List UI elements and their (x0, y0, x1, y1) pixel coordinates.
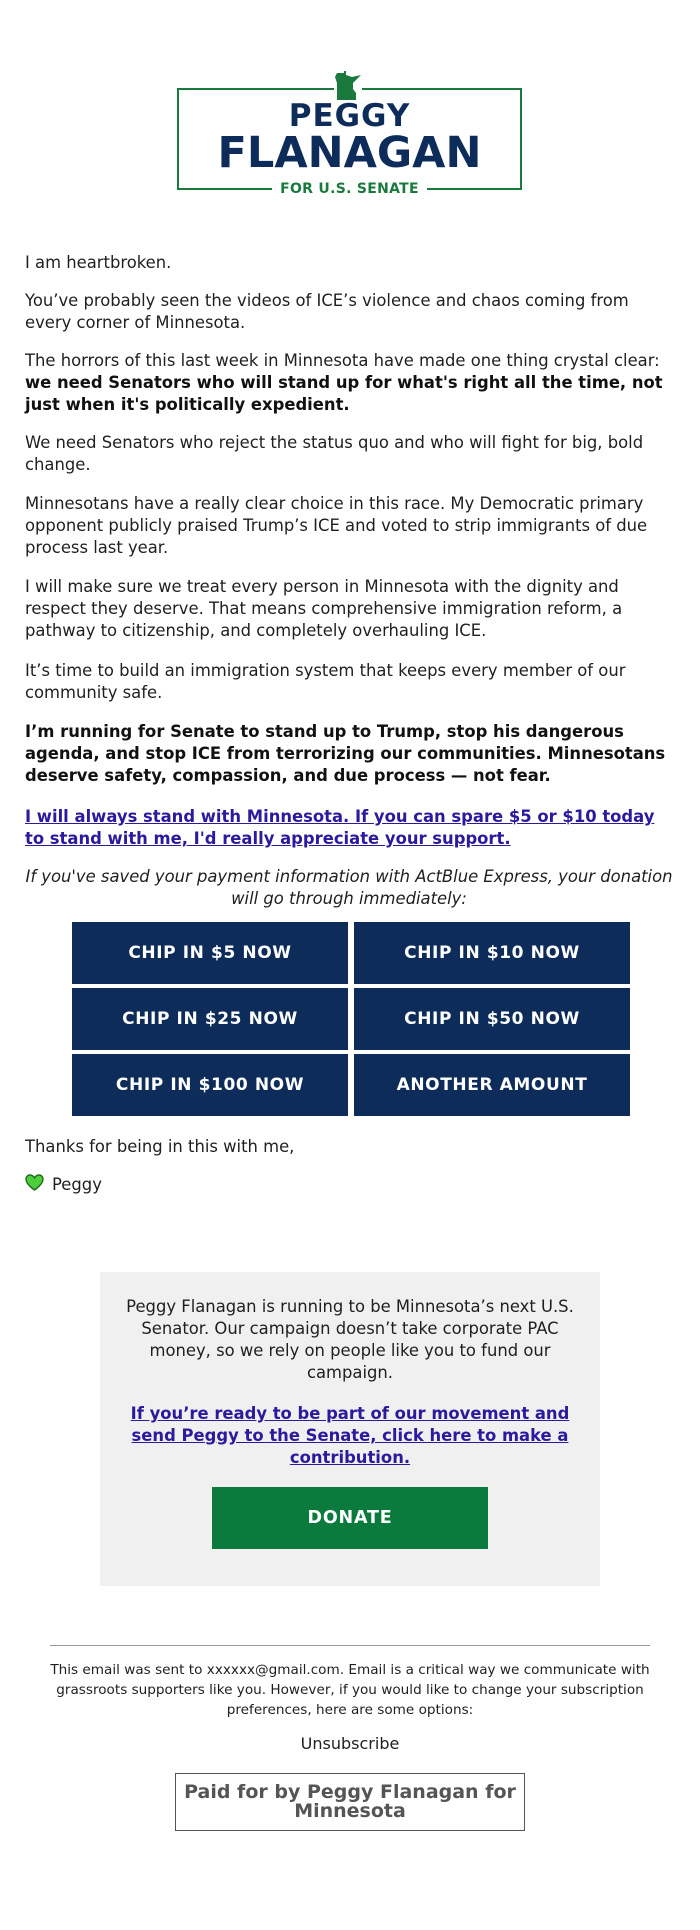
logo-last-name: FLANAGAN (217, 128, 482, 178)
paragraph: Minnesotans have a really clear choice in this race. My Democratic primary opponent publicly praised Trump’s ICE and voted to strip immigrants of due process last year. (25, 494, 648, 557)
chip-in-25-button[interactable]: CHIP IN $25 NOW (72, 988, 348, 1050)
donate-button[interactable]: DONATE (212, 1487, 488, 1549)
paid-for-by-box: Paid for by Peggy Flanagan for Minnesota (175, 1773, 525, 1831)
support-link-block (25, 806, 673, 850)
footer-divider (50, 1645, 650, 1646)
minnesota-state-icon (334, 71, 362, 101)
campaign-info-text: Peggy Flanagan is running to be Minnesota’s next U.S. Senator. Our campaign doesn’t take corporate PAC money, so we rely on people like you to fund our campaign. (126, 1297, 574, 1382)
paragraph: I will make sure we treat every person in Minnesota with the dignity and respect they deserve. That means comprehensive immigration reform, a pathway to citizenship, and completely overhauling ICE. (25, 577, 623, 640)
unsubscribe-link-block (0, 1734, 700, 1753)
paragraph: You’ve probably seen the videos of ICE’s violence and chaos coming from every corner of Minnesota. (25, 291, 629, 332)
paragraph: It’s time to build an immigration system that keeps every member of our community safe. (25, 661, 626, 702)
contribution-link[interactable]: If you’re ready to be part of our movement and send Peggy to the Senate, click here to make a contribution. (130, 1404, 570, 1467)
green-heart-icon (25, 1174, 44, 1195)
bold-statement: we need Senators who will stand up for what's right all the time, not just when it's politically expedient. (25, 373, 663, 414)
logo-first-name: PEGGY (288, 98, 411, 134)
contribution-link-block (130, 1403, 570, 1469)
chip-in-100-button[interactable]: CHIP IN $100 NOW (72, 1054, 348, 1116)
support-link[interactable]: I will always stand with Minnesota. If you can spare $5 or $10 today to stand with me, I'd really appreciate your support. (25, 807, 655, 848)
paragraph: I am heartbroken. (25, 253, 172, 272)
bold-paragraph: I’m running for Senate to stand up to Trump, stop his dangerous agenda, and stop ICE from terrorizing our communities. Minnesotans deserve safety, compassion, and due process — not fear. (25, 722, 666, 785)
chip-in-10-button[interactable]: CHIP IN $10 NOW (354, 922, 630, 984)
campaign-info-box (100, 1272, 600, 1586)
signature (25, 1174, 102, 1195)
signature-name: Peggy (52, 1175, 102, 1194)
paragraph: We need Senators who reject the status quo and who will fight for big, bold change. (25, 433, 644, 474)
email-disclaimer: This email was sent to xxxxxx@gmail.com. Email is a critical way we communicate with grassroots supporters like you. However, if you would like to change your subscription preferences, here are some options: (50, 1662, 650, 1718)
chip-in-5-button[interactable]: CHIP IN $5 NOW (72, 922, 348, 984)
paragraph: The horrors of this last week in Minnesota have made one thing crystal clear: we need Senators who will stand up for what's right all the time, not just when it's politically expedient. (25, 351, 663, 414)
unsubscribe-link[interactable]: Unsubscribe (300, 1734, 400, 1753)
logo-tagline: FOR U.S. SENATE (179, 178, 520, 197)
thanks-line: Thanks for being in this with me, (25, 1137, 295, 1156)
chip-in-50-button[interactable]: CHIP IN $50 NOW (354, 988, 630, 1050)
express-note: If you've saved your payment information with ActBlue Express, your donation will go through immediately: (25, 867, 673, 908)
campaign-logo (177, 88, 522, 197)
another-amount-button[interactable]: ANOTHER AMOUNT (354, 1054, 630, 1116)
